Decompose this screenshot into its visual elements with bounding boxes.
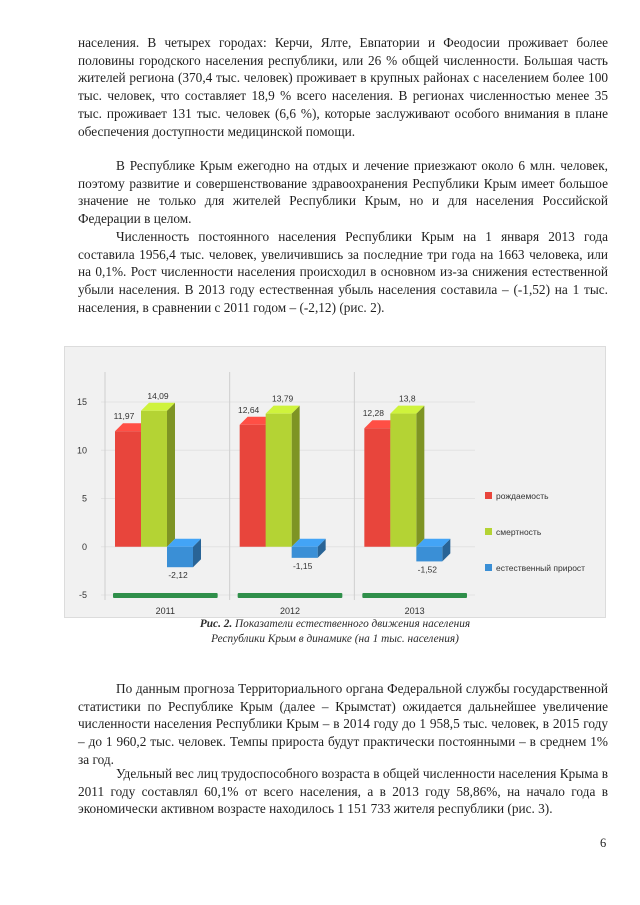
legend-swatch bbox=[485, 528, 492, 535]
paragraph-4: По данным прогноза Территориального органа Федеральной службы государственной статистики по Республике Крым (далее – Крымстат) ожидается дальнейшее увеличение численности населения Республики Крым – в 2014 году до 1 958,5 тыс. человек, в 2015 году – до 1 960,2 тыс. человек. Темпы прироста будут практически постоянными – в среднем 1% за год. bbox=[78, 681, 608, 767]
legend-label: рождаемость bbox=[496, 491, 549, 501]
data-label: 11,97 bbox=[113, 411, 135, 422]
paragraph-3: Численность постоянного населения Республики Крым на 1 января 2013 года составила 1956,4 тыс. человек, увеличившись за последние три года на 1663 человека, или на 0,1%. Рост численности населения происходил в основном из-за снижения естественной убыли населения. В 2013 году естественная убыль населения составила – (-1,52) на 1 тыс. населения, в сравнении с 2011 годом – (-2,12) (рис. 2). bbox=[78, 229, 608, 315]
chart-svg bbox=[65, 347, 605, 617]
bar-естественный прирост bbox=[167, 547, 193, 567]
figure-2-chart bbox=[64, 346, 606, 618]
legend-label: смертность bbox=[496, 527, 542, 537]
y-tick-label: -5 bbox=[78, 590, 87, 600]
panel-floor bbox=[113, 593, 218, 598]
data-label: -1,15 bbox=[292, 560, 313, 571]
caption-label: Рис. 2. bbox=[199, 618, 233, 630]
x-tick-label: 2011 bbox=[155, 606, 176, 616]
data-label: -1,52 bbox=[417, 564, 438, 575]
bar-рождаемость bbox=[240, 425, 266, 547]
page-number: 6 bbox=[600, 836, 607, 850]
bar-рождаемость bbox=[115, 431, 141, 547]
x-tick-label: 2013 bbox=[404, 606, 425, 616]
bar-смертность bbox=[390, 414, 416, 547]
panel-floor bbox=[362, 593, 467, 598]
bar-естественный прирост bbox=[416, 547, 442, 562]
data-label: -2,12 bbox=[168, 570, 188, 581]
bar-side bbox=[416, 406, 424, 547]
y-tick-label: 10 bbox=[76, 445, 87, 456]
data-label: 13,79 bbox=[272, 393, 294, 404]
y-tick-label: 5 bbox=[81, 493, 87, 504]
paragraph-5: Удельный вес лиц трудоспособного возраста в общей численности населения Крыма в 2011 году составлял 60,1% от всего населения, а в 2013 году 58,86%, на начало года в экономически активном возрасте находилось 1 151 733 жителя республики (рис. 3). bbox=[78, 766, 608, 817]
y-tick-label: 15 bbox=[76, 397, 87, 407]
legend-swatch bbox=[485, 564, 492, 571]
data-label: 13,8 bbox=[399, 393, 416, 404]
bar-смертность bbox=[141, 411, 167, 547]
x-tick-label: 2012 bbox=[279, 606, 301, 616]
data-label: 14,09 bbox=[147, 390, 169, 401]
figure-caption bbox=[120, 617, 550, 647]
paragraph-1: населения. В четырех городах: Керчи, Ялте, Евпатории и Феодосии проживает более половины городского населения республики, или 26 % общей численности. Большая часть жителей региона (370,4 тыс. человек) проживает в крупных районах с населением более 100 тыс. человек, что составляет 18,9 % всего населения. В регионах численностью менее 35 тыс. проживает 131 тыс. человек (6,6 %), которые заслуживают особого внимания в плане обеспечения доступности медицинской помощи. bbox=[78, 35, 608, 139]
bar-рождаемость bbox=[364, 428, 390, 547]
y-tick-label: 0 bbox=[81, 541, 87, 552]
bar-естественный прирост bbox=[292, 547, 318, 558]
bar-side bbox=[292, 406, 300, 547]
bar-side bbox=[167, 403, 175, 547]
paragraph-2: В Республике Крым ежегодно на отдых и лечение приезжают около 6 млн. человек, поэтому развитие и совершенствование здравоохранения Республики Крым имеет большое значение не только для жителей Республики Крым, но и для населения Российской Федерации в целом. bbox=[78, 158, 608, 227]
panel-floor bbox=[238, 593, 343, 598]
data-label: 12,28 bbox=[362, 408, 384, 419]
bar-смертность bbox=[266, 414, 292, 547]
caption-line-1: Показатели естественного движения населения bbox=[232, 618, 471, 630]
legend-swatch bbox=[485, 492, 492, 499]
caption-line-2: Республики Крым в динамике (на 1 тыс. населения) bbox=[211, 633, 459, 645]
legend-label: естественный прирост bbox=[496, 563, 586, 573]
data-label: 12,64 bbox=[238, 404, 260, 415]
